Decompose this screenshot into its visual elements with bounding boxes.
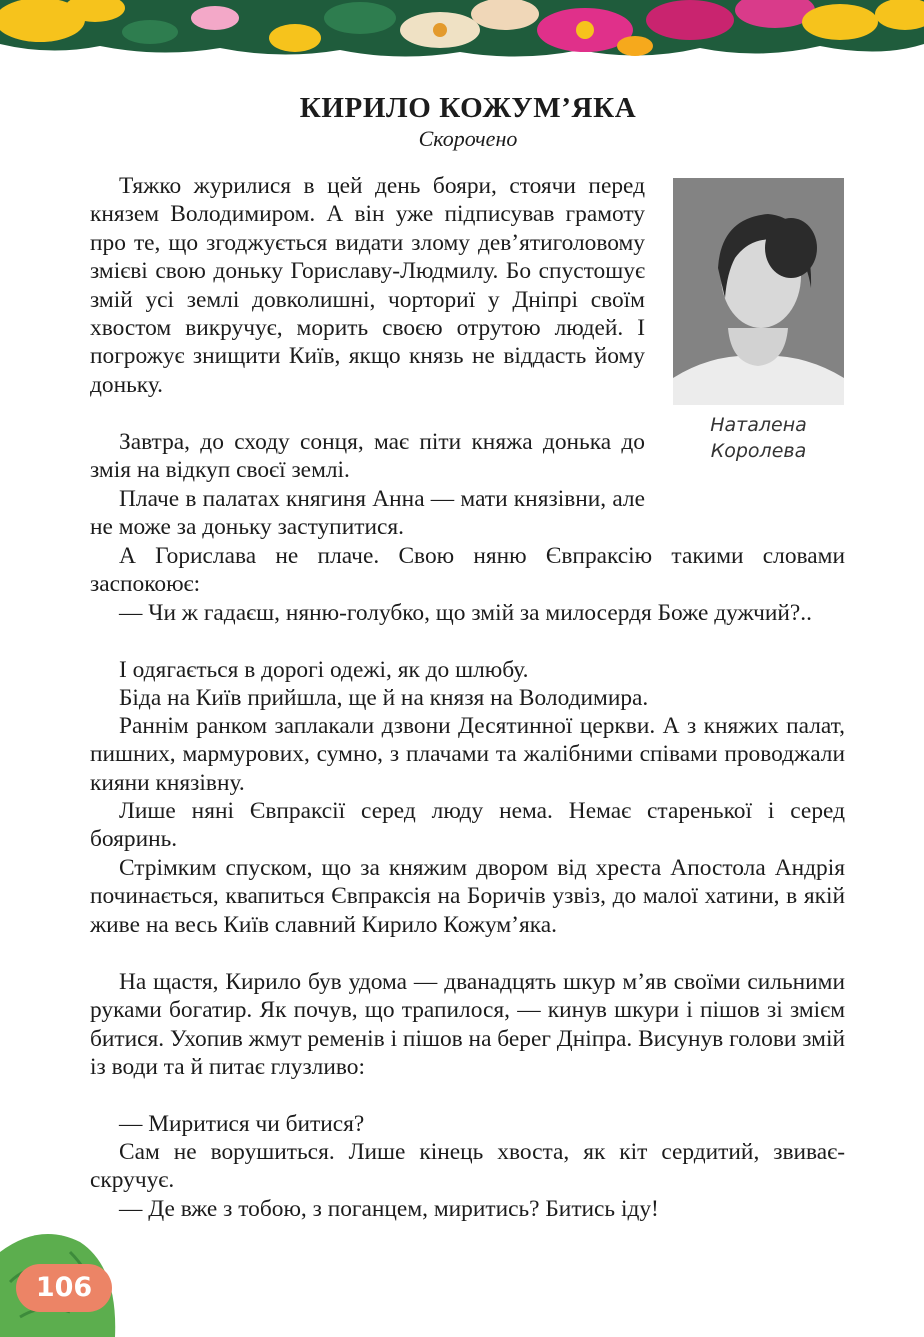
- story-paragraph: Тяжко журилися в цей день бояри, стоячи перед князем Володимиром. А він уже підписував грамоту про те, що згоджується видати злому дев’ятиголовому змієві свою доньку Гориславу-Людмилу. Бо спустошує змій усі землі довколишні, чорториї у Дніпрі своїм хвостом викручує, морить своєю отрутою людей. І погрожує знищити Київ, якщо князь не віддасть йому доньку.: [90, 173, 645, 398]
- story-paragraph: — Чи ж гадаєш, няню-голубко, що змій за милосердя Боже дужчий?..: [119, 600, 812, 626]
- story-paragraph: — Миритися чи битися?: [119, 1111, 365, 1137]
- portrait-caption: [673, 412, 844, 464]
- story-paragraph: І одягається в дорогі одежі, як до шлюбу.: [119, 657, 529, 683]
- caption-first-name: Наталена: [710, 414, 807, 436]
- story-paragraph: Біда на Київ прийшла, ще й на князя на Володимира.: [119, 685, 649, 711]
- page-number-badge: 106: [16, 1264, 112, 1312]
- story-paragraph: Раннім ранком заплакали дзвони Десятинної церкви. А з княжих палат, пишних, мармурових, сумно, з плачами та жалібними співами проводжали кияни князівну.: [90, 713, 845, 796]
- story-paragraph: Завтра, до сходу сонця, має піти княжа донька до змія на відкуп своєї землі.: [90, 429, 645, 484]
- story-paragraph: А Горислава не плаче. Свою няню Євпраксію такими словами заспокоює:: [90, 543, 845, 598]
- story-paragraph: Плаче в палатах княгиня Анна — мати князівни, але не може за доньку заступитися.: [90, 486, 645, 541]
- author-portrait-image: [673, 178, 844, 405]
- floral-header-banner: [0, 0, 924, 62]
- story-subtitle: Скорочено: [418, 126, 518, 151]
- story-paragraph: Сам не ворушиться. Лише кінець хвоста, як кіт сердитий, звиває-скручує.: [90, 1139, 845, 1194]
- story-title: КИРИЛО КОЖУМ’ЯКА: [299, 92, 637, 124]
- caption-last-name: Королева: [710, 440, 807, 462]
- story-paragraph: На щастя, Кирило був удома — дванадцять шкур м’яв своїми сильними руками богатир. Як почув, що трапилося, — кинув шкури і пішов зі змієм битися. Ухопив жмут ременів і пішов на берег Дніпра. Висунув голови змій із води та й питає глузливо:: [90, 969, 845, 1081]
- story-paragraph: Стрімким спуском, що за княжим двором від хреста Апостола Андрія починається, квапиться Євпраксія на Боричів узвіз, до малої хатини, в якій живе на весь Київ славний Кирило Кожум’яка.: [90, 855, 845, 938]
- story-paragraph: Лише няні Євпраксії серед люду нема. Немає старенької і серед бояринь.: [90, 798, 845, 853]
- story-paragraph: — Де вже з тобою, з поганцем, миритись? Битись іду!: [119, 1196, 659, 1222]
